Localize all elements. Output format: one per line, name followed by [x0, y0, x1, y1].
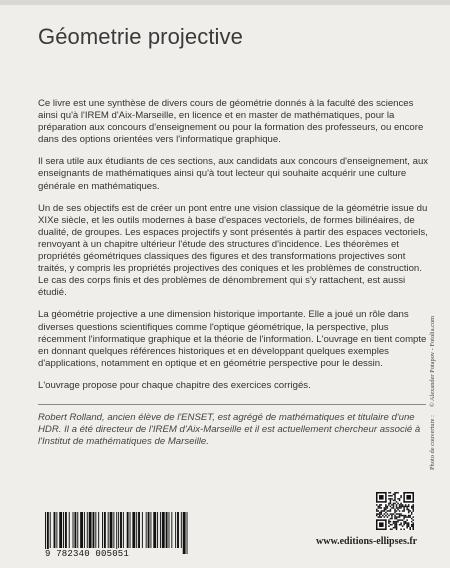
- photo-credit-source: © Alexander Potapov - Fotolia.com: [429, 315, 436, 408]
- paragraph-audience: Il sera utile aux étudiants de ces sections, aux candidats aux concours d'enseignement, aux enseignants de mathématiques ainsi qu'à tout lecteur qui souhaite acquérir une culture générale en mathématiques.: [38, 156, 429, 192]
- paragraph-exercises: L'ouvrage propose pour chaque chapitre des exercices corrigés.: [38, 379, 311, 391]
- qr-code-icon: [376, 492, 414, 530]
- photo-credit: [429, 316, 436, 470]
- paragraph-objectives: Un de ses objectifs est de créer un pont entre une vision classique de la géométrie issue du XIXe siècle, et les outils modernes à base d'espaces vectoriels, de formes bilinéaires, de dualité, de groupes. Les espaces projectifs y sont présentés à partir des espaces vectoriels, renvoyant à un chapitre ultérieur l'étude des structures d'incidence. Les théorèmes et propriétés géométriques classiques des figures et des transformations projectives sont traités, y compris les propriétés projectives des coniques et les problèmes de construction. Le cas des corps finis et des problèmes de dénombrement qui s'y rattachent, est aussi étudié.: [38, 202, 428, 299]
- publisher-website-link[interactable]: www.editions-ellipses.fr: [316, 536, 418, 547]
- photo-credit-label: Photo de couverture :: [429, 415, 436, 470]
- divider: [38, 404, 426, 405]
- author-bio: Robert Rolland, ancien élève de l'ENSET, est agrégé de mathématiques et titulaire d'une HDR. Il a été directeur de l'IREM d'Aix-Marseille et il est actuellement chercheur associé à l'Institut de mathématiques de Marseille.: [38, 411, 421, 448]
- paragraph-summary: Ce livre est une synthèse de divers cours de géométrie donnés à la faculté des sciences ainsi qu'à l'IREM d'Aix-Marseille, en licence et en master de mathématiques, pour la préparation aux concours d'enseignement ou pour la formation des professeurs, ou encore dans des options orientées vers l'informatique graphique.: [38, 98, 424, 146]
- top-strip: [0, 0, 450, 5]
- back-cover-text: [38, 98, 432, 448]
- barcode-digits: 9 782340 005051: [45, 549, 130, 559]
- paragraph-history: La géométrie projective a une dimension historique importante. Elle a joué un rôle dans diverses questions scientifiques comme l'optique géométrique, la perspective, plus récemment l'informatique graphique et la théorie de l'information. L'ouvrage en tient compte en donnant quelques références historiques et en développant quelques exemples d'applications, notamment en optique et en géométrie perspective pour le dessin.: [38, 309, 427, 369]
- page-title: Géometrie projective: [38, 24, 243, 49]
